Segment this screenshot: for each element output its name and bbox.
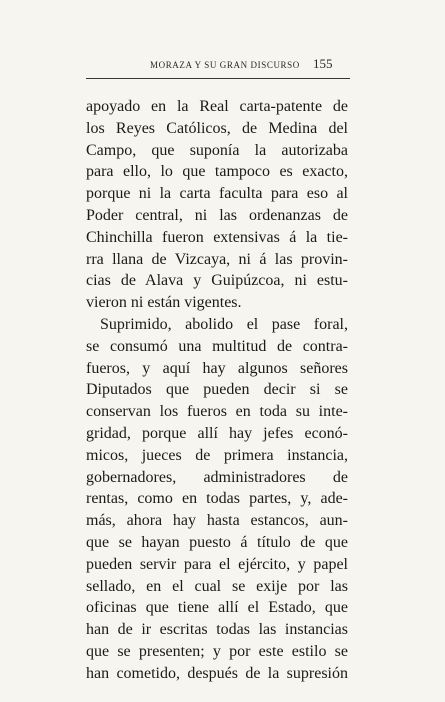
text-line: más, ahora hay hasta estancos, aun-: [86, 512, 348, 530]
text-line: pueden servir para el ejército, y papel: [86, 555, 348, 573]
text-line: micos, jueces de primera instancia,: [86, 446, 348, 464]
text-line: los Reyes Católicos, de Medina del: [86, 119, 348, 137]
header-rule: [86, 78, 350, 79]
page-number: 155: [313, 56, 333, 71]
text-line: han cometido, después de la supresión: [86, 664, 348, 682]
text-line: que se hayan puesto á título de que: [86, 533, 348, 551]
text-line: rra llana de Vizcaya, ni á las provin-: [86, 250, 348, 268]
text-line: Diputados que pueden decir si se: [86, 381, 348, 399]
text-line: sellado, en el cual se exije por las: [86, 577, 348, 595]
text-line: vieron ni están vigentes.: [86, 294, 242, 312]
body-text: [86, 96, 348, 685]
text-line: conservan los fueros en toda su inte-: [86, 403, 348, 421]
text-line: apoyado en la Real carta-patente de: [86, 98, 348, 115]
paragraph-2: [86, 314, 348, 685]
text-line: gobernadores, administradores de: [86, 468, 348, 486]
text-line: se consumó una multitud de contra-: [86, 337, 348, 355]
text-line: rentas, como en todas partes, y, ade-: [86, 490, 348, 508]
text-line: Suprimido, abolido el pase foral,: [100, 315, 348, 333]
text-line: que se presenten; y por este estilo se: [86, 642, 348, 660]
text-line: cias de Alava y Guipúzcoa, ni estu-: [86, 272, 348, 290]
text-line: Campo, que suponía la autorizaba: [86, 141, 348, 159]
paragraph-1: [86, 96, 348, 314]
text-line: oficinas que tiene allí el Estado, que: [86, 599, 348, 617]
running-head: MORAZA Y SU GRAN DISCURSO: [150, 60, 300, 70]
text-line: para ello, lo que tampoco es exacto,: [86, 163, 348, 181]
text-line: han de ir escritas todas las instancias: [86, 621, 348, 639]
text-line: Chinchilla fueron extensivas á la tie-: [86, 228, 348, 246]
text-line: gridad, porque allí hay jefes econó-: [86, 424, 348, 442]
text-line: porque ni la carta faculta para eso al: [86, 185, 348, 203]
text-line: fueros, y aquí hay algunos señores: [86, 359, 348, 377]
text-line: Poder central, ni las ordenanzas de: [86, 206, 348, 224]
